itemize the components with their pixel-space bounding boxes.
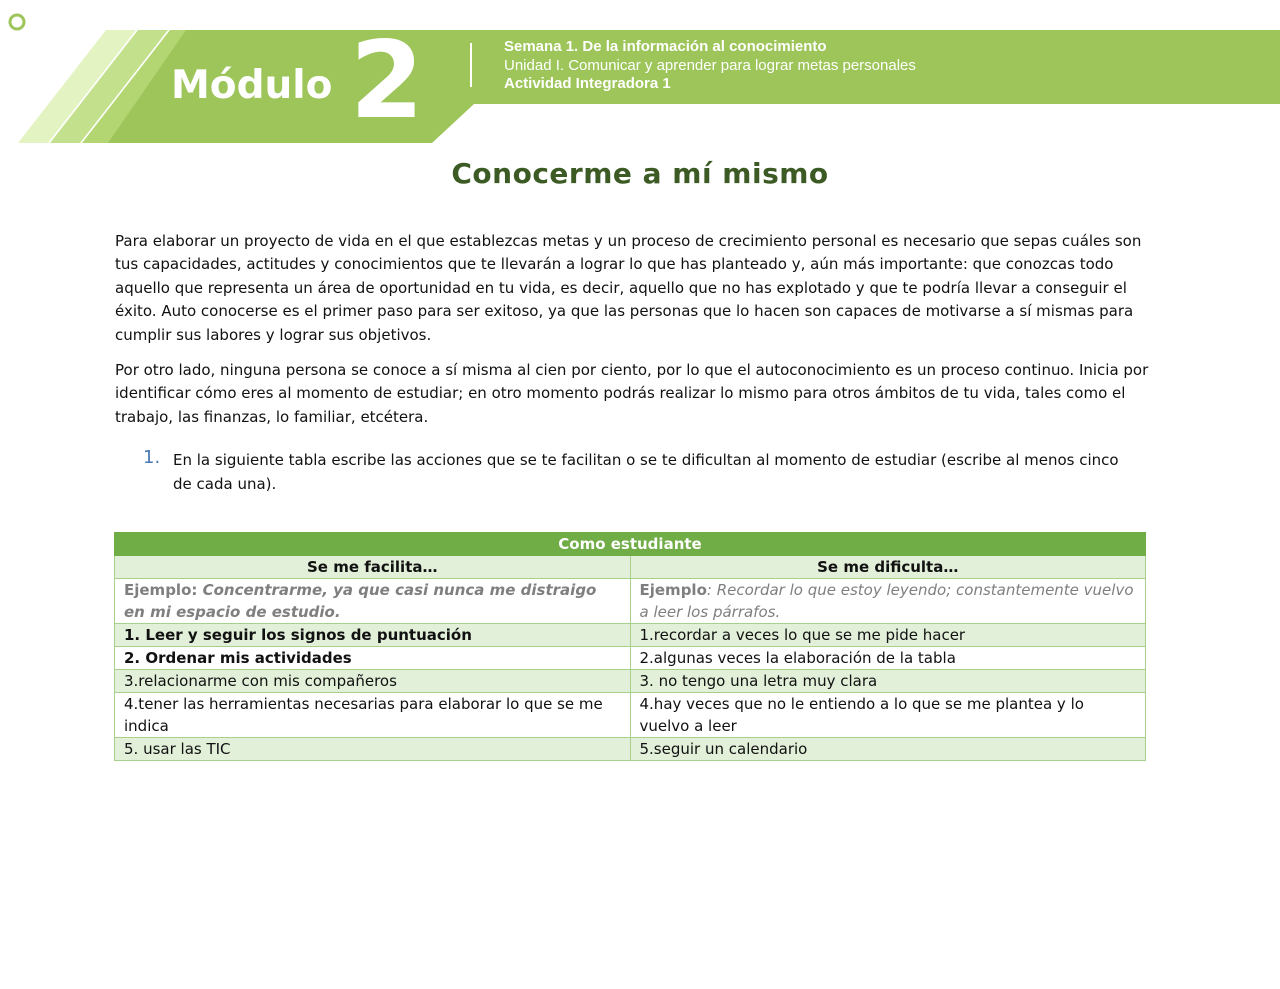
- table-row: [115, 624, 1146, 647]
- facilita-cell: 2. Ordenar mis actividades: [115, 647, 631, 670]
- module-number: 2: [350, 19, 424, 142]
- table-row: [115, 670, 1146, 693]
- table-example-row: [115, 579, 1146, 624]
- facilita-cell: 3.relacionarme con mis compañeros: [115, 670, 631, 693]
- instruction-number: 1.: [143, 447, 161, 468]
- facilita-cell: 5. usar las TIC: [115, 738, 631, 761]
- dificulta-cell: 2.algunas veces la elaboración de la tabla: [630, 647, 1146, 670]
- dificulta-cell: 1.recordar a veces lo que se me pide hacer: [630, 624, 1146, 647]
- activity-title: Actividad Integradora 1: [504, 75, 671, 92]
- column-header-dificulta: Se me dificulta…: [630, 556, 1146, 579]
- document-title: Conocerme a mí mismo: [451, 157, 829, 190]
- instruction-text: En la siguiente tabla escribe las acciones que se te facilitan o se te dificultan al momento de estudiar (escribe al menos cinco de cada una).: [173, 451, 1119, 493]
- table-row: [115, 738, 1146, 761]
- banner-text: [504, 38, 916, 94]
- intro-paragraph-2: Por otro lado, ninguna persona se conoce a sí misma al cien por ciento, por lo que el autoconocimiento es un proceso continuo. Inicia por identificar cómo eres al momento de estudiar; en otro momento podrás realizar lo mismo para otros ámbitos de tu vida, tales como el trabajo, las finanzas, lo familiar, etcétera.: [115, 361, 1149, 426]
- unit-title: Unidad I. Comunicar y aprender para lograr metas personales: [504, 56, 916, 74]
- dificulta-cell: 4.hay veces que no le entiendo a lo que se me plantea y lo vuelvo a leer: [630, 693, 1146, 738]
- table-header-row: [115, 556, 1146, 579]
- example-text-left: Concentrarme, ya que casi nunca me distraigo en mi espacio de estudio.: [124, 581, 597, 621]
- example-cell-left: [115, 579, 631, 624]
- table-row: [115, 647, 1146, 670]
- prepa-en-linea-logo-icon: [0, 0, 70, 52]
- week-title: Semana 1. De la información al conocimiento: [504, 38, 827, 55]
- intro-paragraph-1: Para elaborar un proyecto de vida en el que establezcas metas y un proceso de crecimiento personal es necesario que sepas cuáles son tus capacidades, actitudes y conocimientos que te llevarán a lograr lo que has planteado y, aún más importante: que conozcas todo aquello que representa un área de oportunidad en tu vida, es decir, aquello que no has explotado y que te podría llevar a conseguir el éxito. Auto conocerse es el primer paso para ser exitoso, ya que las personas que lo hacen son capaces de motivarse a sí mismas para cumplir sus labores y lograr sus objetivos.: [115, 232, 1142, 344]
- dificulta-cell: 3. no tengo una letra muy clara: [630, 670, 1146, 693]
- module-label: Módulo: [171, 63, 333, 108]
- example-text-right: : Recordar lo que estoy leyendo; constantemente vuelvo a leer los párrafos.: [639, 581, 1134, 621]
- example-label-right: Ejemplo: [639, 581, 707, 599]
- table-caption: Como estudiante: [115, 533, 1146, 556]
- example-label-left: Ejemplo:: [124, 581, 198, 599]
- column-header-facilita: Se me facilita…: [115, 556, 631, 579]
- example-cell-right: [630, 579, 1146, 624]
- dificulta-cell: 5.seguir un calendario: [630, 738, 1146, 761]
- table-caption-row: [115, 533, 1146, 556]
- module-banner: [0, 0, 1280, 150]
- instruction-item: [143, 448, 1133, 496]
- intro-text: [115, 230, 1155, 441]
- table-row: [115, 693, 1146, 738]
- facilita-cell: 1. Leer y seguir los signos de puntuación: [115, 624, 631, 647]
- facilita-cell: 4.tener las herramientas necesarias para elaborar lo que se me indica: [115, 693, 631, 738]
- student-actions-table: [114, 532, 1146, 761]
- banner-divider: [470, 43, 472, 87]
